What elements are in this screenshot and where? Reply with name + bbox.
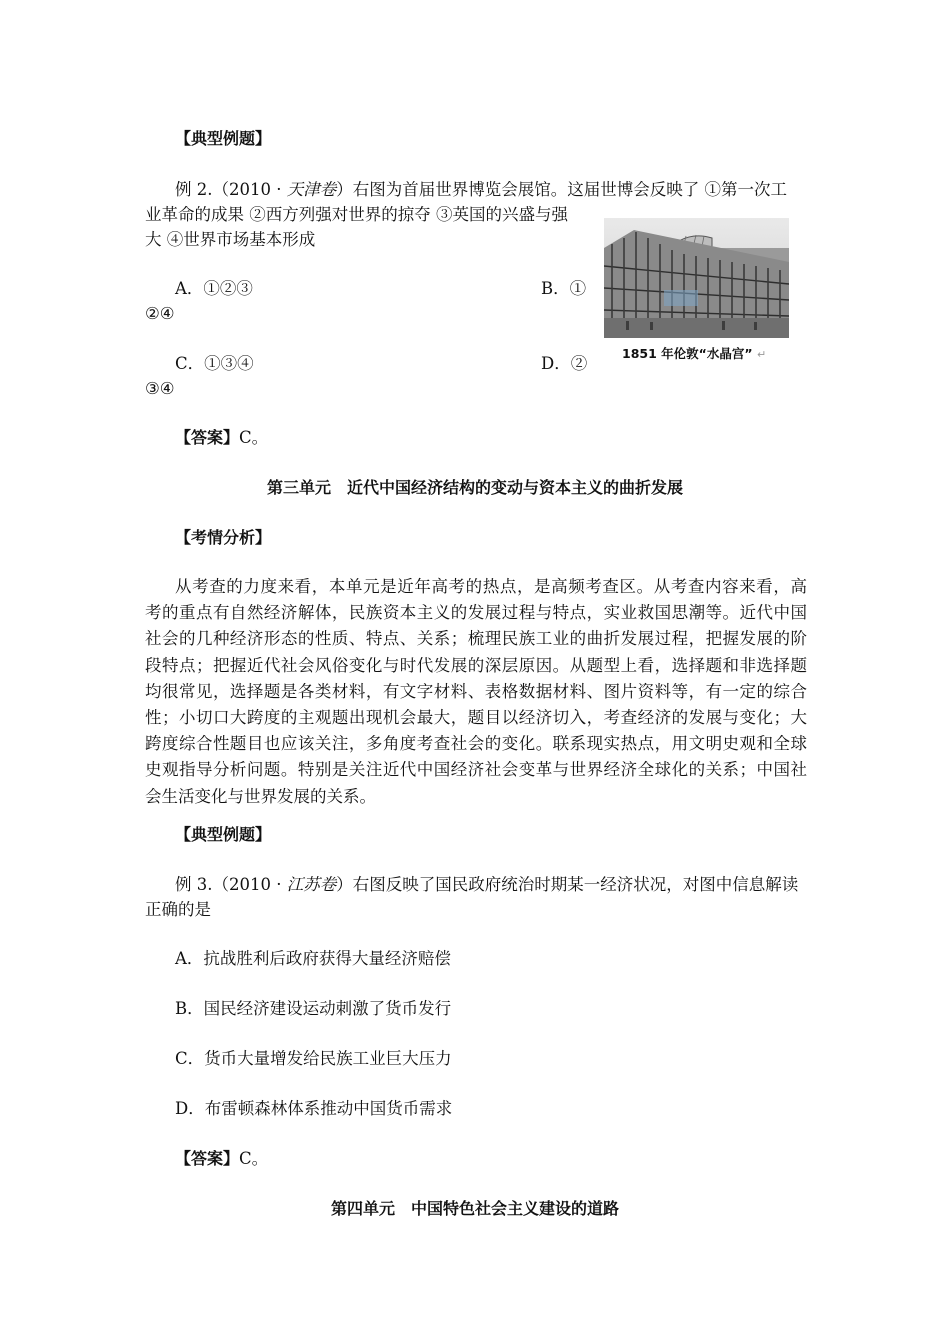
answer-2 (175, 1146, 268, 1171)
paragraph-line: 会生活变化与世界发展的关系。 (145, 786, 376, 806)
answer-value: C。 (239, 428, 269, 447)
paragraph-line: 考的重点有自然经济解体，民族资本主义的发展过程与特点，实业救国思潮等。近代中国 (145, 603, 807, 623)
question-prefix: 例 2.（2010 · (175, 180, 287, 199)
question-text: ）右图反映了国民政府统治时期某一经济状况，对图中信息解读 (336, 875, 799, 894)
question-source: 江苏卷 (286, 875, 337, 894)
option-d-continuation: ③④ (145, 379, 175, 398)
analysis-heading: 【考情分析】 (175, 528, 272, 547)
question-2-line-2: 业革命的成果 ②西方列强对世界的掠夺 ③英国的兴盛与强 (145, 205, 568, 224)
option-b: B．① (541, 279, 587, 298)
answer-1 (175, 425, 268, 450)
option-c: C．货币大量增发给民族工业巨大压力 (175, 1049, 452, 1068)
paragraph-line: 社会的几种经济形态的性质、特点、关系；梳理民族工业的曲折发展过程，把握发展的阶 (145, 629, 807, 649)
paragraph-line: 段特点；把握近代社会风俗变化与时代发展的深层原因。从题型上看，选择题和非选择题 (145, 655, 807, 675)
question-prefix: 例 3.（2010 · (175, 875, 287, 894)
option-d: D．布雷顿森林体系推动中国货币需求 (175, 1099, 453, 1118)
question-text: ）右图为首届世界博览会展馆。这届世博会反映了 ①第一次工 (336, 180, 787, 199)
paragraph-line: 从考查的力度来看，本单元是近年高考的热点，是高频考查区。从考查内容来看，高 (175, 577, 807, 596)
caption-text: 1851 年伦敦“水晶宫” (622, 346, 753, 361)
answer-label: 【答案】 (175, 428, 240, 447)
unit-3-title: 第三单元 近代中国经济结构的变动与资本主义的曲折发展 (266, 478, 683, 497)
option-d: D．② (541, 354, 588, 373)
option-a: A．抗战胜利后政府获得大量经济赔偿 (175, 949, 451, 968)
analysis-paragraph (145, 574, 807, 810)
paragraph-line: 性；小切口大跨度的主观题出现机会最大，题目以经济切入，考查经济的发展与变化；大 (145, 708, 807, 728)
question-2-line-3: 大 ④世界市场基本形成 (145, 230, 316, 249)
question-source: 天津卷 (286, 180, 337, 199)
section-heading-examples: 【典型例题】 (175, 129, 272, 148)
answer-value: C。 (239, 1149, 269, 1168)
figure-caption (622, 344, 766, 362)
question-2-line-1 (175, 177, 787, 202)
question-3-line-1 (175, 872, 798, 897)
return-mark: ↵ (756, 348, 767, 361)
crystal-palace-photo (604, 218, 789, 338)
paragraph-line: 均很常见，选择题是各类材料，有文字材料、表格数据材料、图片资料等，有一定的综合 (145, 681, 807, 701)
section-heading-examples-2: 【典型例题】 (175, 825, 272, 844)
option-c: C．①③④ (175, 354, 254, 373)
option-b-continuation: ②④ (145, 304, 175, 323)
paragraph-line: 跨度综合性题目也应该关注，多角度考查社会的变化。联系现实热点，用文明史观和全球 (145, 734, 807, 754)
option-b: B．国民经济建设运动刺激了货币发行 (175, 999, 452, 1018)
answer-label: 【答案】 (175, 1149, 240, 1168)
option-a: A．①②③ (175, 279, 253, 298)
paragraph-line: 史观指导分析问题。特别是关注近代中国经济社会变革与世界经济全球化的关系；中国社 (145, 760, 807, 780)
question-3-line-2: 正确的是 (145, 900, 211, 919)
unit-4-title: 第四单元 中国特色社会主义建设的道路 (330, 1199, 619, 1218)
